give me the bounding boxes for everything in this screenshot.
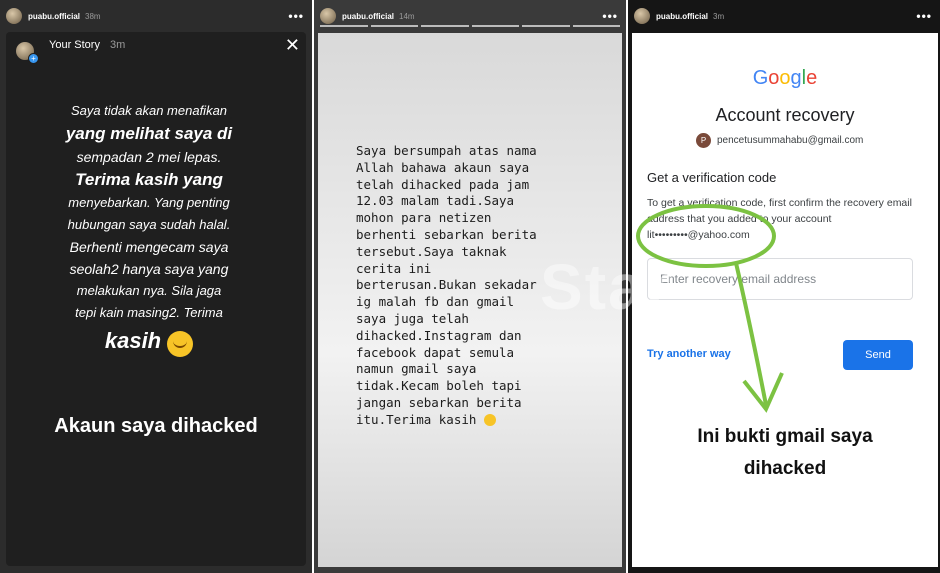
story-line: menyebarkan. Yang penting [68,195,230,210]
story-panel-1 [0,0,312,573]
account-avatar: P [696,133,711,148]
story-text [20,100,278,357]
progress-segment [522,25,570,27]
story-line: melakukan nya. Sila jaga [76,283,222,298]
masked-email: lit•••••••••@yahoo.com [647,229,750,241]
avatar[interactable] [6,8,22,24]
story-header [0,0,312,32]
recovery-email-input[interactable]: Enter recovery email address [647,258,913,300]
try-another-way-link[interactable]: Try another way [647,348,731,360]
instruction-body: To get a verification code, first confirm the recovery email address that you added to your account [647,197,912,225]
story-header [314,0,626,32]
google-recovery-screen [632,33,938,567]
progress-segment [320,25,368,27]
more-options-icon[interactable]: ••• [916,9,932,23]
username[interactable]: puabu.official [28,11,80,21]
progress-segment [371,25,419,27]
story-panel-3 [628,0,940,573]
username[interactable]: puabu.official [656,11,708,21]
add-story-icon[interactable]: + [28,53,39,64]
story-line: Saya tidak akan menafikan [70,103,228,118]
smiley-emoji-icon [484,414,496,426]
story-line: seolah2 hanya saya yang [69,261,229,277]
story-owner: Your Story [49,39,100,51]
story-line: hubungan saya sudah halal. [67,217,231,232]
post-time: 14m [399,11,415,21]
close-icon[interactable]: ✕ [284,35,300,55]
watermark: Star [540,251,673,323]
progress-segment [573,25,621,27]
annotation-arrow [736,263,766,405]
story-line: Terima kasih yang [75,170,223,189]
story-caption: Akaun saya dihacked [54,415,258,437]
google-logo: Google [752,67,818,89]
post-time: 3m [713,11,725,21]
story-line: Berhenti mengecam saya [69,239,229,255]
story-progress-bars [320,25,620,27]
progress-segment [472,25,520,27]
section-title: Get a verification code [647,170,777,185]
story-time: 3m [110,39,126,51]
proof-caption-line: dihacked [743,458,827,479]
post-time: 38m [85,11,101,21]
send-button[interactable]: Send [843,340,913,370]
annotation-overlay [632,33,938,567]
username[interactable]: puabu.official [342,11,394,21]
story-line: yang melihat saya di [65,124,233,143]
story-line: sempadan 2 mei lepas. [76,149,222,165]
proof-caption-line: Ini bukti gmail saya [697,426,873,447]
page-title: Account recovery [715,105,855,125]
avatar[interactable] [634,8,650,24]
account-email: pencetusummahabu@gmail.com [717,135,864,146]
progress-segment [421,25,469,27]
story-header [628,0,940,32]
more-options-icon[interactable]: ••• [288,9,304,23]
more-options-icon[interactable]: ••• [602,9,618,23]
smiley-emoji-icon [167,331,193,357]
avatar[interactable] [320,8,336,24]
story-line: tepi kain masing2. Terima [75,305,223,320]
story-line: kasih [104,328,162,353]
story-body: Saya bersumpah atas nama Allah bahawa akaun saya telah dihacked pada jam 12.03 malam tadi.Saya mohon para netizen berhenti sebarkan berita tersebut.Saya taknak cerita ini berterusan.Bukan sekadar ig malah fb dan gmail saya juga telah dihacked.Instagram dan facebook dapat semula namun gmail saya tidak.Kecam boleh tapi jangan sebarkan berita itu.Terima kasih [356,143,537,427]
